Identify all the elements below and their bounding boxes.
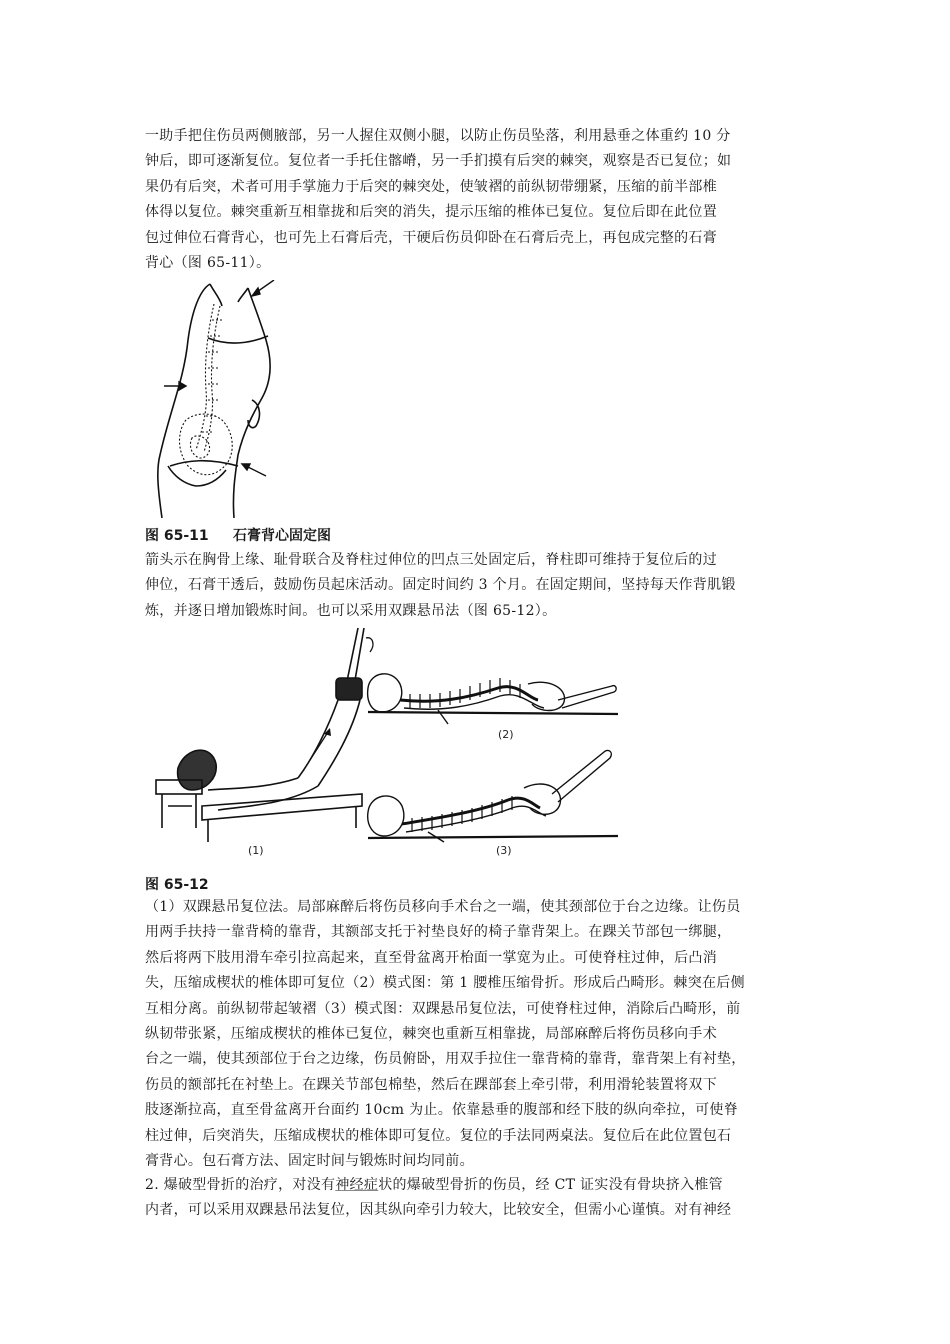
text-line: 失，压缩成楔状的椎体即可复位（2）模式图：第 1 腰椎压缩骨折。形成后凸畸形。棘突在后侧 [145, 975, 745, 992]
paragraph-ankle-suspension [145, 895, 805, 1174]
text-line: 然后将两下肢用滑车牵引拉高起来，直至骨盆离开枱面一掌宽为止。可使脊柱过伸，后凸消 [145, 949, 717, 966]
text-line: 内者，可以采用双踝悬吊法复位，因其纵向牵引力较大，比较安全，但需小心谨慎。对有神经 [145, 1202, 732, 1219]
text-line: 伸位，石膏干透后，鼓励伤员起床活动。固定时间约 3 个月。在固定期间，坚持每天作背肌锻 [145, 577, 736, 594]
panel-label-2: (2) [498, 728, 514, 741]
neurological-symptom-link[interactable]: 神经症 [335, 1177, 379, 1193]
text-line: 体得以复位。棘突重新互相靠拢和后突的消失，提示压缩的椎体已复位。复位后即在此位置 [145, 204, 717, 221]
text-line: 肢逐渐拉高，直至骨盆离开台面约 10cm 为止。依靠悬垂的腹部和经下肢的纵向牵拉，可使脊 [145, 1102, 739, 1119]
text-line: 箭头示在胸骨上缘、耻骨联合及脊柱过伸位的凹点三处固定后，脊柱即可维持于复位后的过 [145, 552, 717, 568]
text-line: 果仍有后突，术者可用手掌施力于后突的棘突处，使皱褶的前纵韧带绷紧，压缩的前半部椎 [145, 178, 717, 195]
text-line: 用两手扶持一靠背椅的靠背，其额部支托于衬垫良好的椅子靠背架上。在踝关节部包一绑腿， [145, 924, 732, 941]
text-segment: 2. 爆破型骨折的治疗，对没有 [145, 1177, 336, 1193]
text-line: 膏背心。包石膏方法、固定时间与锻炼时间均同前。 [145, 1153, 474, 1170]
text-line: 柱过伸，后突消失，压缩成楔状的椎体即可复位。复位的手法同两桌法。复位后在此位置包石 [145, 1127, 732, 1144]
text-line: 互相分离。前纵韧带起皱褶（3）模式图：双踝悬吊复位法，可使脊柱过伸，消除后凸畸形，前 [145, 1000, 741, 1017]
text-line: （1）双踝悬吊复位法。局部麻醉后将伤员移向手术台之一端，使其颈部位于台之边缘。让伤员 [145, 899, 741, 915]
panel-label-3: (3) [496, 844, 512, 857]
text-line: 伤员的额部托在衬垫上。在踝关节部包棉垫，然后在踝部套上牵引带，利用滑轮装置将双下 [145, 1076, 717, 1093]
text-line: 背心（图 65-11）。 [145, 255, 271, 272]
figure-caption: 图 65-11 石膏背心固定图 [145, 528, 332, 544]
text-line [145, 1173, 805, 1198]
plaster-vest-illustration [148, 280, 278, 518]
text-line: 纵韧带张紧，压缩成楔状的椎体已复位，棘突也重新互相靠拢，局部麻醉后将伤员移向手术 [145, 1026, 717, 1043]
text-line: 钟后，即可逐渐复位。复位者一手托住髂嵴，另一手扪摸有后突的棘突，观察是否已复位；如 [145, 153, 732, 170]
figure-caption: 图 65-12 [145, 877, 209, 893]
text-line: 炼，并逐日增加锻炼时间。也可以采用双踝悬吊法（图 65-12）。 [145, 602, 557, 619]
ankle-suspension-illustration [148, 628, 618, 860]
text-line: 一助手把住伤员两侧腋部，另一人握住双侧小腿，以防止伤员坠落，利用悬垂之体重约 10 分 [145, 128, 731, 144]
text-segment: 状的爆破型骨折的伤员，经 CT 证实没有骨块挤入椎管 [378, 1177, 723, 1193]
panel-label-1: (1) [248, 844, 264, 857]
paragraph-burst-fracture [145, 1173, 805, 1224]
text-line: 台之一端，使其颈部位于台之边缘，伤员俯卧，用双手拉住一靠背椅的靠背，靠背架上有衬垫， [145, 1051, 746, 1068]
paragraph-reduction-method [145, 124, 805, 276]
paragraph-fixation [145, 548, 805, 624]
text-line: 包过伸位石膏背心，也可先上石膏后壳，干硬后伤员仰卧在石膏后壳上，再包成完整的石膏 [145, 229, 717, 246]
